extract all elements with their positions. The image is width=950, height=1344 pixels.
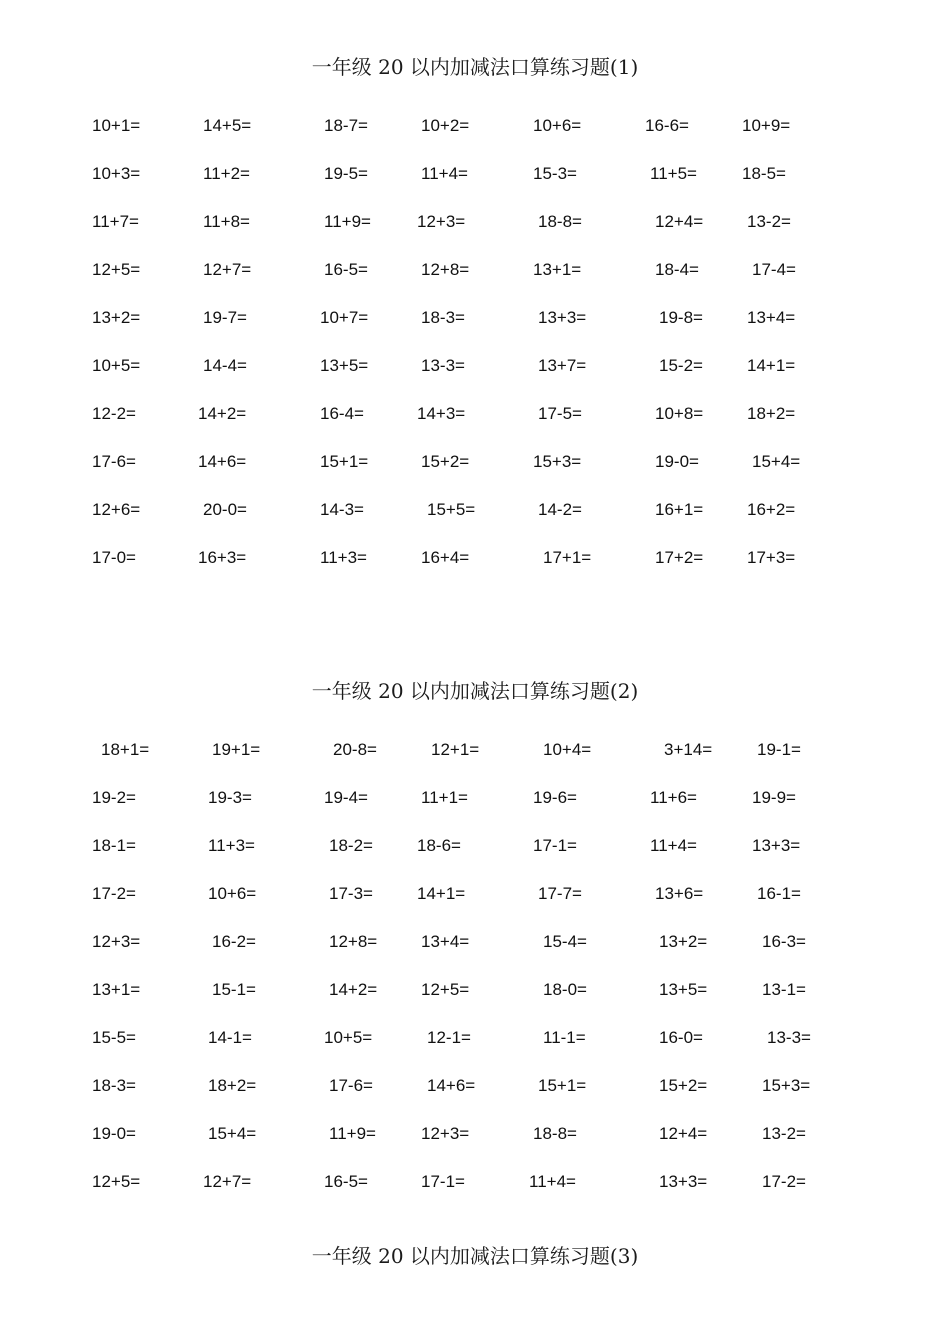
math-problem: 12-1= <box>427 1028 471 1047</box>
math-problem: 18+2= <box>747 404 796 423</box>
math-problem: 18-8= <box>538 212 582 231</box>
math-problem: 10+4= <box>543 740 592 759</box>
math-problem: 12+7= <box>203 1172 252 1191</box>
math-problem: 10+9= <box>742 116 791 135</box>
math-problem: 17-3= <box>329 884 373 903</box>
math-problem: 12+8= <box>421 260 470 279</box>
math-problem: 14+1= <box>417 884 466 903</box>
math-problem: 13+7= <box>538 356 587 375</box>
math-problem: 10+5= <box>92 356 141 375</box>
math-problem: 15-2= <box>659 356 703 375</box>
math-problem: 12+3= <box>421 1124 470 1143</box>
math-problem: 18-5= <box>742 164 786 183</box>
math-problem: 18-6= <box>417 836 461 855</box>
math-problem: 11+9= <box>329 1124 376 1143</box>
math-problem: 11+6= <box>650 788 697 807</box>
math-problem: 17-5= <box>538 404 582 423</box>
math-problem: 18-7= <box>324 116 368 135</box>
math-problem: 11+1= <box>421 788 468 807</box>
math-problem: 12+3= <box>92 932 141 951</box>
math-problem: 13-2= <box>762 1124 806 1143</box>
math-problem: 10+7= <box>320 308 369 327</box>
math-problem: 13+3= <box>538 308 587 327</box>
math-problem: 13+4= <box>747 308 796 327</box>
math-problem: 15+4= <box>752 452 801 471</box>
math-problem: 13-3= <box>767 1028 811 1047</box>
math-problem: 14+2= <box>329 980 378 999</box>
math-problem: 13+3= <box>752 836 801 855</box>
math-problem: 13-2= <box>747 212 791 231</box>
math-problem: 13+4= <box>421 932 470 951</box>
math-problem: 19-9= <box>752 788 796 807</box>
math-problem: 18-8= <box>533 1124 577 1143</box>
math-problem: 17-1= <box>533 836 577 855</box>
section-title: 一年级 20 以内加减法口算练习题(3) <box>311 1244 639 1268</box>
math-problem: 18-3= <box>92 1076 136 1095</box>
math-problem: 12+5= <box>92 1172 141 1191</box>
math-problem: 13+2= <box>92 308 141 327</box>
math-problem: 19-4= <box>324 788 368 807</box>
math-problem: 14-2= <box>538 500 582 519</box>
math-problem: 11+4= <box>529 1172 576 1191</box>
math-problem: 16+4= <box>421 548 470 567</box>
math-problem: 16+3= <box>198 548 247 567</box>
math-problem: 13+5= <box>659 980 708 999</box>
math-problem: 14+3= <box>417 404 466 423</box>
math-problem: 10+5= <box>324 1028 373 1047</box>
math-problem: 17-7= <box>538 884 582 903</box>
math-problem: 15+5= <box>427 500 476 519</box>
math-problem: 12+4= <box>659 1124 708 1143</box>
math-problem: 13-3= <box>421 356 465 375</box>
math-problem: 10+6= <box>533 116 582 135</box>
math-problem: 11+5= <box>650 164 697 183</box>
math-problem: 14-1= <box>208 1028 252 1047</box>
math-problem: 19+1= <box>212 740 261 759</box>
math-problem: 12+6= <box>92 500 141 519</box>
math-problem: 16-1= <box>757 884 801 903</box>
math-problem: 17-6= <box>329 1076 373 1095</box>
math-problem: 3+14= <box>664 740 713 759</box>
math-problem: 16-5= <box>324 260 368 279</box>
math-problem: 17+1= <box>543 548 592 567</box>
math-problem: 15+1= <box>320 452 369 471</box>
math-problem: 10+1= <box>92 116 141 135</box>
math-problem: 16-5= <box>324 1172 368 1191</box>
math-problem: 11+7= <box>92 212 139 231</box>
math-problem: 11+3= <box>320 548 367 567</box>
math-problem: 13+3= <box>659 1172 708 1191</box>
math-problem: 16-0= <box>659 1028 703 1047</box>
math-problem: 11+4= <box>421 164 468 183</box>
math-problem: 20-0= <box>203 500 247 519</box>
section-title: 一年级 20 以内加减法口算练习题(1) <box>311 55 639 79</box>
math-problem: 17-1= <box>421 1172 465 1191</box>
math-problem: 15-3= <box>533 164 577 183</box>
math-problem: 13+2= <box>659 932 708 951</box>
math-problem: 12-2= <box>92 404 136 423</box>
math-problem: 14-3= <box>320 500 364 519</box>
math-problem: 14+6= <box>198 452 247 471</box>
math-problem: 13-1= <box>762 980 806 999</box>
math-problem: 11+8= <box>203 212 250 231</box>
math-problem: 13+1= <box>533 260 582 279</box>
math-problem: 15-5= <box>92 1028 136 1047</box>
math-problem: 11+4= <box>650 836 697 855</box>
math-problem: 19-7= <box>203 308 247 327</box>
math-problem: 19-8= <box>659 308 703 327</box>
math-problem: 14-4= <box>203 356 247 375</box>
math-problem: 17-2= <box>92 884 136 903</box>
math-problem: 16-4= <box>320 404 364 423</box>
math-problem: 11+2= <box>203 164 250 183</box>
math-problem: 17-4= <box>752 260 796 279</box>
math-problem: 17-0= <box>92 548 136 567</box>
math-problem: 15+3= <box>533 452 582 471</box>
math-problem: 15+1= <box>538 1076 587 1095</box>
math-problem: 18-0= <box>543 980 587 999</box>
math-problem: 16-3= <box>762 932 806 951</box>
math-problem: 11+3= <box>208 836 255 855</box>
math-problem: 15-4= <box>543 932 587 951</box>
math-problem: 12+5= <box>92 260 141 279</box>
math-problem: 19-3= <box>208 788 252 807</box>
math-problem: 12+3= <box>417 212 466 231</box>
math-problem: 10+2= <box>421 116 470 135</box>
math-problem: 12+7= <box>203 260 252 279</box>
math-problem: 14+1= <box>747 356 796 375</box>
math-problem: 18-2= <box>329 836 373 855</box>
math-problem: 19-2= <box>92 788 136 807</box>
math-problem: 16+2= <box>747 500 796 519</box>
math-problem: 15+4= <box>208 1124 257 1143</box>
math-problem: 15+2= <box>659 1076 708 1095</box>
math-problem: 15+3= <box>762 1076 811 1095</box>
math-problem: 18-4= <box>655 260 699 279</box>
math-problem: 18-3= <box>421 308 465 327</box>
math-problem: 19-6= <box>533 788 577 807</box>
math-problem: 13+5= <box>320 356 369 375</box>
math-problem: 10+8= <box>655 404 704 423</box>
math-problem: 19-0= <box>92 1124 136 1143</box>
math-problem: 10+3= <box>92 164 141 183</box>
math-problem: 18+2= <box>208 1076 257 1095</box>
math-problem: 12+1= <box>431 740 480 759</box>
math-problem: 13+6= <box>655 884 704 903</box>
math-problem: 14+6= <box>427 1076 476 1095</box>
math-problem: 12+4= <box>655 212 704 231</box>
math-problem: 11+9= <box>324 212 371 231</box>
math-problem: 17-6= <box>92 452 136 471</box>
math-problem: 14+5= <box>203 116 252 135</box>
math-problem: 15-1= <box>212 980 256 999</box>
math-problem: 19-0= <box>655 452 699 471</box>
math-problem: 12+8= <box>329 932 378 951</box>
math-problem: 10+6= <box>208 884 257 903</box>
math-problem: 14+2= <box>198 404 247 423</box>
math-problem: 15+2= <box>421 452 470 471</box>
math-problem: 19-5= <box>324 164 368 183</box>
math-problem: 17+2= <box>655 548 704 567</box>
math-problem: 18+1= <box>101 740 150 759</box>
math-problem: 12+5= <box>421 980 470 999</box>
math-problem: 20-8= <box>333 740 377 759</box>
math-problem: 17-2= <box>762 1172 806 1191</box>
math-problem: 16-6= <box>645 116 689 135</box>
math-problem: 11-1= <box>543 1028 586 1047</box>
math-problem: 17+3= <box>747 548 796 567</box>
math-problem: 19-1= <box>757 740 801 759</box>
math-problem: 18-1= <box>92 836 136 855</box>
section-title: 一年级 20 以内加减法口算练习题(2) <box>311 679 639 703</box>
math-problem: 16+1= <box>655 500 704 519</box>
math-problem: 13+1= <box>92 980 141 999</box>
math-problem: 16-2= <box>212 932 256 951</box>
